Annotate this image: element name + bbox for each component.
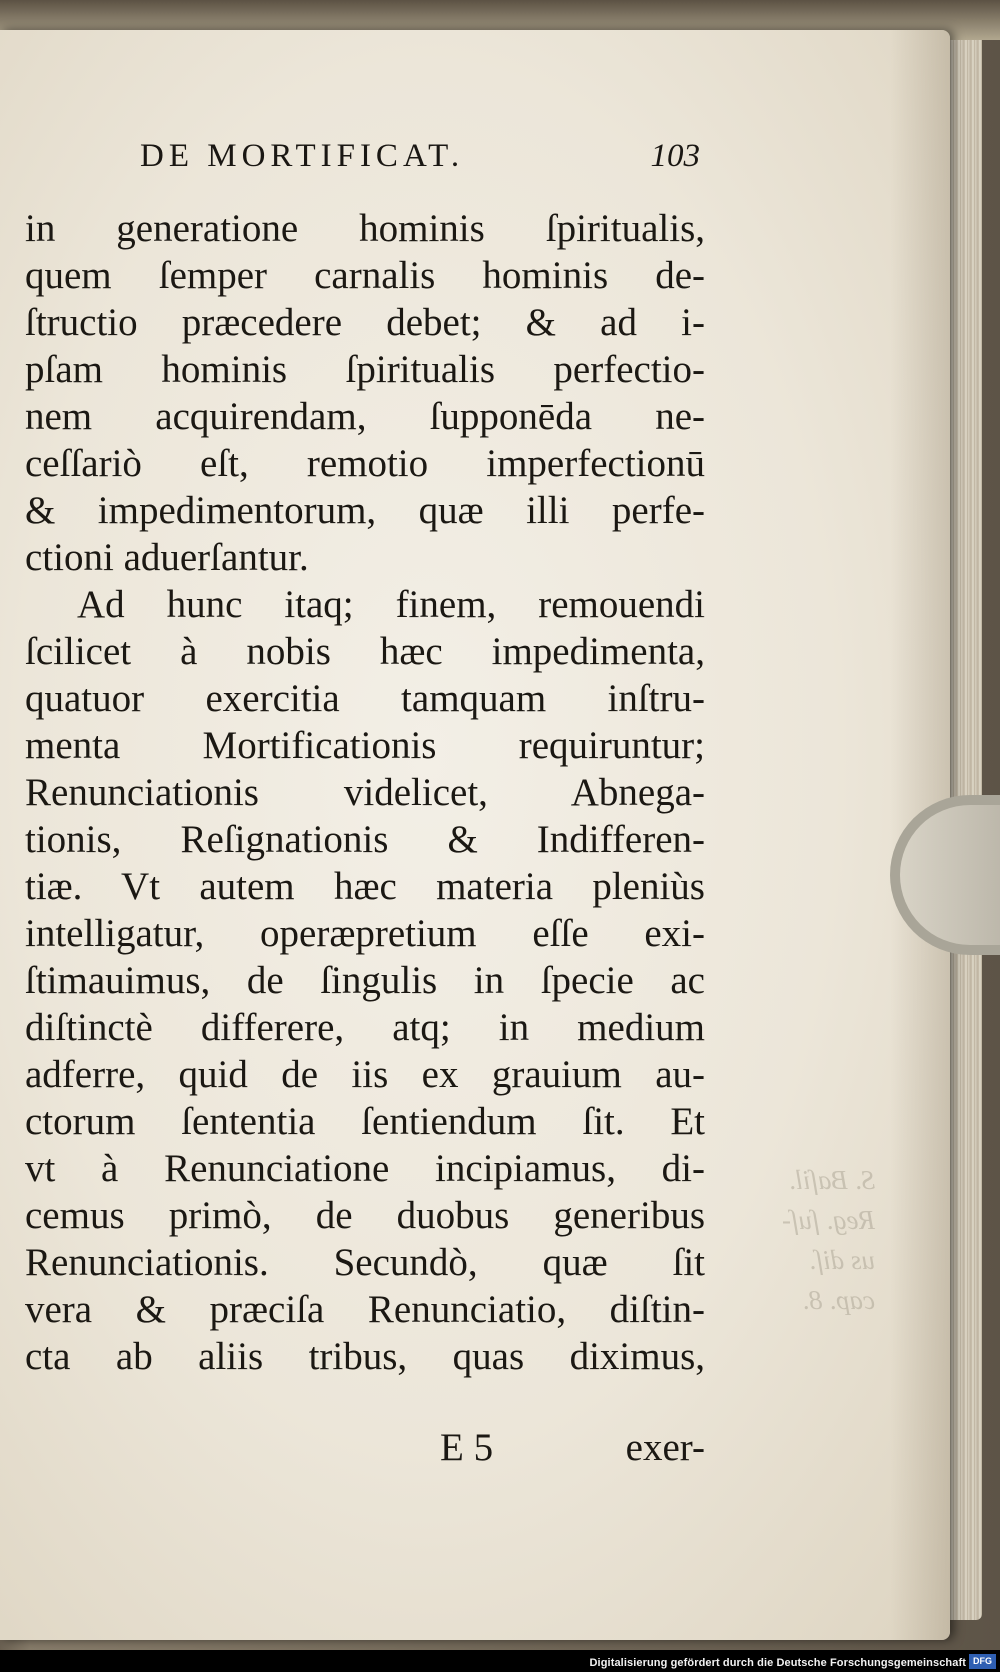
text-line: Renunciationis videlicet, Abnega- — [25, 771, 705, 814]
bleed-through-text — [735, 1160, 875, 1320]
text-line: Ad hunc itaq; finem, remouendi — [77, 583, 705, 626]
body-text — [25, 205, 705, 1380]
text-line: tiæ. Vt autem hæc materia pleniùs — [25, 865, 705, 908]
running-title: DE MORTIFICAT. — [140, 138, 465, 174]
text-line: tionis, Reſignationis & Indifferen- — [25, 818, 705, 861]
text-line: diſtinctè differere, atq; in medium — [25, 1006, 705, 1049]
text-line: Renunciationis. Secundò, quæ ſit — [25, 1241, 705, 1284]
text-line: vera & præciſa Renunciatio, diſtin- — [25, 1288, 705, 1331]
page-footer-marks — [440, 1425, 705, 1470]
text-line: intelligatur, operæpretium eſſe exi- — [25, 912, 705, 955]
page-header — [140, 138, 700, 175]
text-line: ceſſariò eſt, remotio imperfectionū — [25, 442, 705, 485]
text-line: ctioni aduerſantur. — [25, 536, 309, 579]
bleed-line: us diſ. — [808, 1245, 875, 1275]
text-line: cta ab aliis tribus, quas diximus, — [25, 1335, 705, 1378]
text-line: ſtimauimus, de ſingulis in ſpecie ac — [25, 959, 705, 1002]
signature-mark: E 5 — [440, 1426, 494, 1469]
text-line: & impedimentorum, quæ illi perfe- — [25, 489, 705, 532]
text-line: ctorum ſententia ſentiendum ſit. Et — [25, 1100, 705, 1143]
text-line: in generatione hominis ſpiritualis, — [25, 207, 705, 250]
text-line: pſam hominis ſpiritualis perfectio- — [25, 348, 705, 391]
bleed-line: cap. 8. — [802, 1285, 875, 1315]
text-line: ſcilicet à nobis hæc impedimenta, — [25, 630, 705, 673]
bleed-line: S. Baſil. — [788, 1165, 875, 1195]
text-line: menta Mortificationis requiruntur; — [25, 724, 705, 767]
funding-credit: Digitalisierung gefördert durch die Deutsche Forschungsgemeinschaft — [589, 1657, 966, 1669]
footer-bar — [0, 1650, 1000, 1672]
text-line: adferre, quid de iis ex grauium au- — [25, 1053, 705, 1096]
text-line: quatuor exercitia tamquam inſtru- — [25, 677, 705, 720]
text-line: ſtructio præcedere debet; & ad i- — [25, 301, 705, 344]
text-line: quem ſemper carnalis hominis de- — [25, 254, 705, 297]
bleed-line: Reg. ſuſ- — [782, 1205, 875, 1235]
text-line: vt à Renunciatione incipiamus, di- — [25, 1147, 705, 1190]
page-number: 103 — [650, 138, 700, 174]
text-line: nem acquirendam, ſupponēda ne- — [25, 395, 705, 438]
dfg-logo: DFG — [969, 1654, 996, 1669]
book-page — [0, 30, 950, 1640]
text-line: cemus primò, de duobus generibus — [25, 1194, 705, 1237]
catchword: exer- — [625, 1426, 705, 1469]
